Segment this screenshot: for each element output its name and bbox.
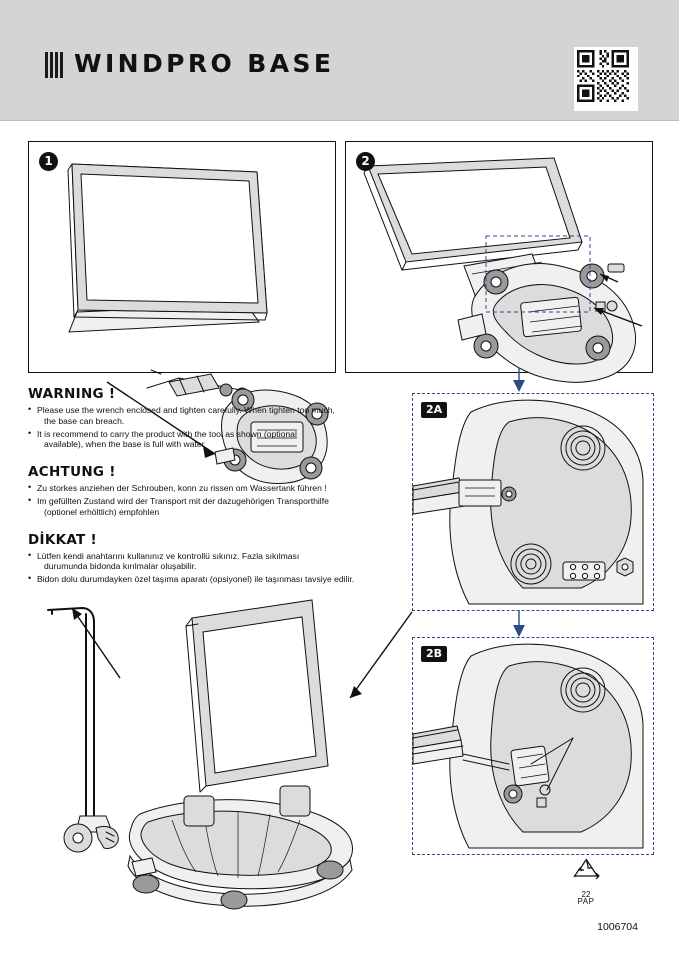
document-code: 1006704 <box>597 921 638 933</box>
warning-item <box>28 551 398 573</box>
warning-text: Please use the wrench enclosed and tighten carefully. When tighten too much, <box>37 405 335 415</box>
warning-text: Lütfen kendi anahtarını kullanınız ve kontrollü sıkınız. Fazla sıkılması <box>37 550 300 561</box>
qr-code-icon <box>574 47 638 111</box>
warning-text-cont: available), when the base is full with water <box>44 439 205 450</box>
brand-lockup <box>45 48 334 78</box>
warning-text-cont: durumunda bidonda kırılmalar oluşabilir. <box>44 561 197 572</box>
step-2-illustration <box>346 142 652 372</box>
step-1-illustration <box>29 142 335 372</box>
arrow-to-product <box>350 612 412 698</box>
recycle-material-label: PAP <box>577 897 595 906</box>
step-badge-1: 1 <box>39 152 58 171</box>
arrow-to-carry-tool <box>72 608 120 678</box>
warning-text-cont: the base can breach. <box>44 415 125 426</box>
step-1-panel <box>28 141 336 373</box>
recycle-triangle-icon <box>568 857 604 885</box>
carry-tool <box>48 608 118 852</box>
warning-list-de <box>28 483 398 517</box>
step-2-panel <box>345 141 653 373</box>
warning-text: It is recommend to carry the product with the tool as shown (optional <box>37 428 297 439</box>
recycle-symbol <box>565 857 607 906</box>
step-badge-2: 2 <box>356 152 375 171</box>
page-header <box>0 0 679 121</box>
sign-panel <box>186 600 328 792</box>
step-2a-illustration <box>413 394 651 608</box>
warning-item <box>28 405 398 427</box>
brand-title: WINDPRO BASE <box>74 48 335 78</box>
warning-text: Bidon dolu durumdayken özel taşıma aparatı (opsiyonel) ile taşınması tavsiye edilir. <box>37 574 355 585</box>
warnings-block <box>28 386 398 587</box>
product-assembly-illustration <box>20 570 420 930</box>
warning-title-tr: DİKKAT ! <box>28 531 98 548</box>
warning-text-cont: (optionel erhöltlich) empfohlen <box>44 506 160 517</box>
step-2b-panel <box>412 637 654 855</box>
base-body <box>128 786 352 909</box>
arrow-step2-to-2a <box>505 368 545 394</box>
step-2b-illustration <box>413 638 651 852</box>
step-badge-2b: 2B <box>421 646 447 662</box>
recycle-number: 22 <box>581 890 591 899</box>
warning-item <box>28 496 398 518</box>
warning-list-en <box>28 405 398 450</box>
warning-title-en: WARNING ! <box>28 386 116 402</box>
warning-text: Im gefüllten Zustand wird der Transport mit der dazugehörigen Transporthilfe <box>37 495 329 506</box>
arrow-2a-to-2b <box>505 610 545 640</box>
brand-bars-icon <box>45 48 65 78</box>
warning-item <box>28 483 398 494</box>
step-2a-panel <box>412 393 654 611</box>
warning-title-de: ACHTUNG ! <box>28 464 116 481</box>
step-badge-2a: 2A <box>421 402 447 418</box>
warning-text: Zu storkes anziehen der Schrouben, konn zu rissen om Wassertank führen ! <box>37 483 327 494</box>
warning-item <box>28 429 398 451</box>
